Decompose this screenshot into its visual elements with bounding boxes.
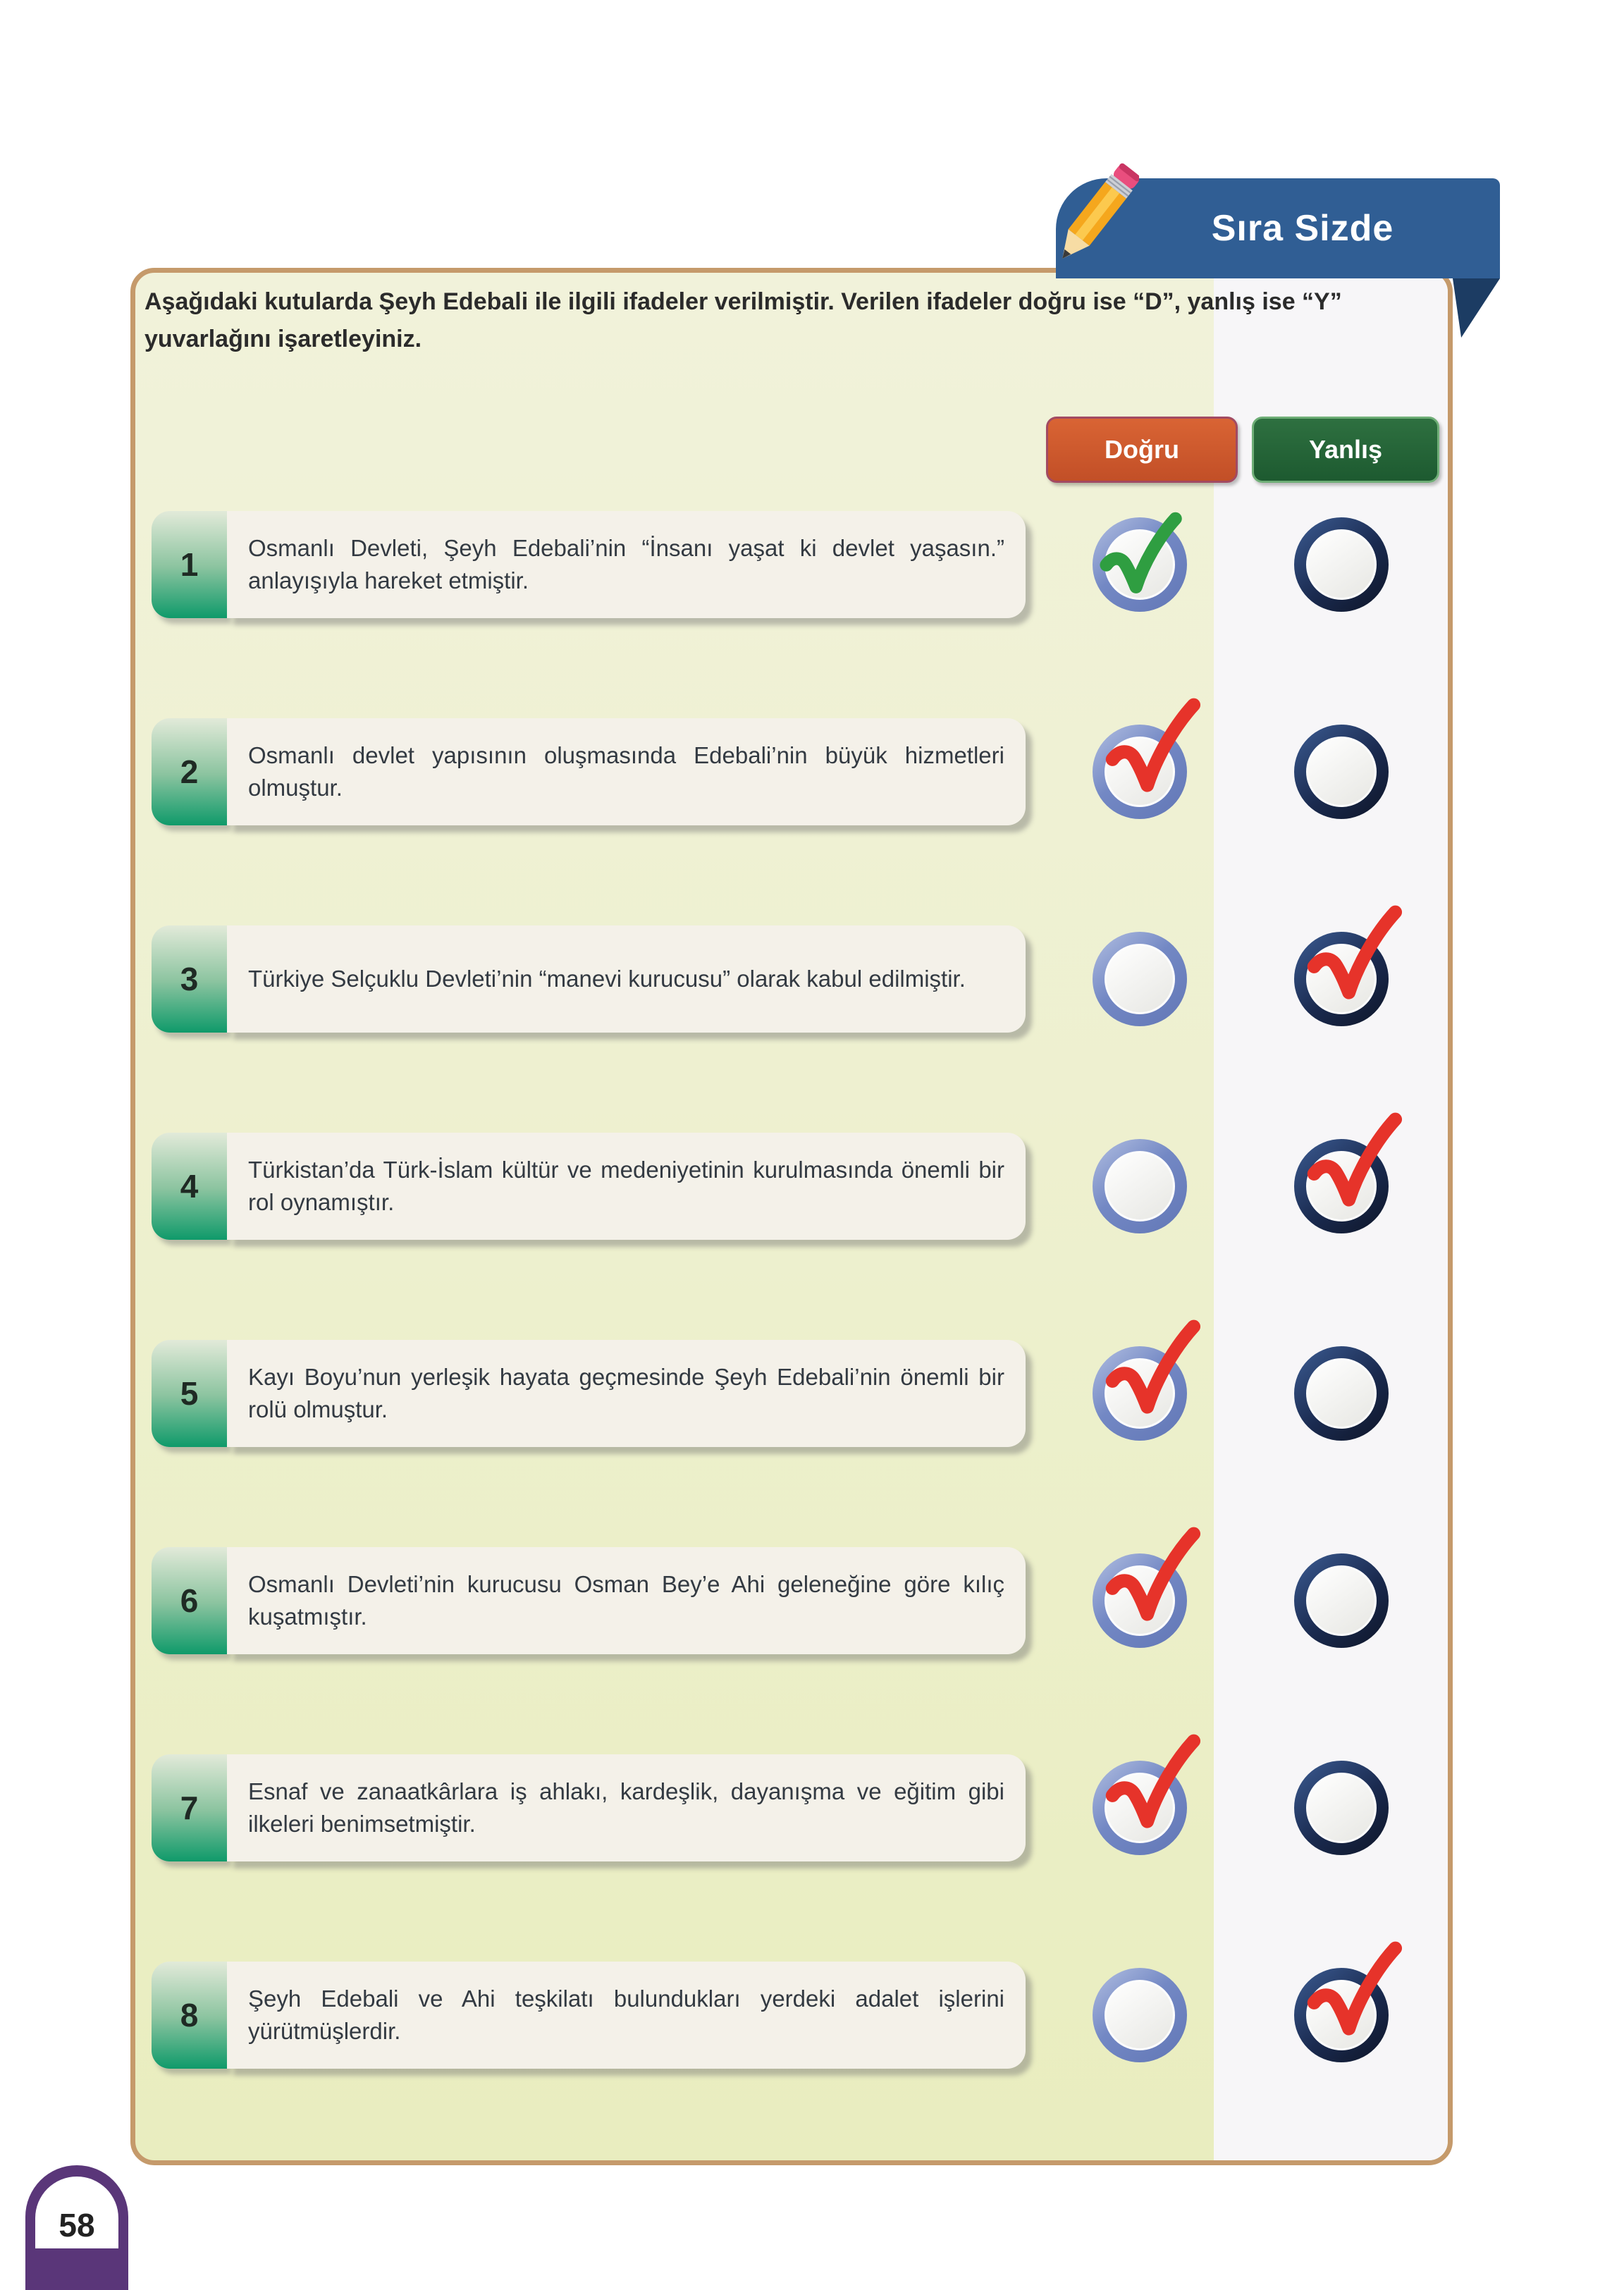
statement-row-2 <box>152 718 1392 825</box>
dogru-circle[interactable] <box>1093 517 1187 612</box>
circle-face <box>1306 529 1377 600</box>
yanlis-circle[interactable] <box>1294 517 1389 612</box>
circle-face <box>1306 737 1377 807</box>
statement-card <box>227 1962 1026 2069</box>
check-mark-icon <box>1098 1524 1205 1640</box>
row-number: 8 <box>152 1962 227 2069</box>
dogru-circle[interactable] <box>1093 1346 1187 1441</box>
dogru-circle[interactable] <box>1093 1553 1187 1648</box>
dogru-column-header <box>1046 417 1238 483</box>
statement-row-8 <box>152 1962 1392 2069</box>
yanlis-column-header <box>1252 417 1439 483</box>
section-title: Sıra Sizde <box>1211 208 1394 249</box>
statement-text: Türkistan’da Türk-İslam kültür ve medeniyetinin kurulmasında önemli bir rol oynamıştır. <box>248 1156 1004 1215</box>
banner-fold-corner <box>1453 278 1500 338</box>
yanlis-circle[interactable] <box>1294 1761 1389 1855</box>
yanlis-circle[interactable] <box>1294 1553 1389 1648</box>
circle-face <box>1306 1358 1377 1429</box>
statement-card <box>227 1133 1026 1240</box>
row-number: 3 <box>152 925 227 1033</box>
yanlis-circle[interactable] <box>1294 725 1389 819</box>
yanlis-circle[interactable] <box>1294 932 1389 1026</box>
check-mark-icon <box>1094 510 1186 609</box>
check-mark-icon <box>1300 1109 1407 1226</box>
circle-face <box>1105 1980 1175 2050</box>
circle-face <box>1306 1565 1377 1636</box>
row-number: 7 <box>152 1754 227 1861</box>
statement-card <box>227 1340 1026 1447</box>
page-number-badge <box>25 2165 128 2290</box>
statement-text: Esnaf ve zanaatkârlara iş ahlakı, kardeşlik, dayanışma ve eğitim gibi ilkeleri benimsetmiştir. <box>248 1778 1004 1837</box>
page-number: 58 <box>35 2177 118 2248</box>
instruction-text: Aşağıdaki kutularda Şeyh Edebali ile ilgili ifadeler verilmiştir. Verilen ifadeler doğru ise “D”, yanlış ise “Y” yuvarlağını işaretleyiniz. <box>144 288 1342 352</box>
row-number: 1 <box>152 511 227 618</box>
dogru-circle[interactable] <box>1093 1968 1187 2062</box>
statement-row-6 <box>152 1547 1392 1654</box>
row-number: 4 <box>152 1133 227 1240</box>
check-mark-icon <box>1098 1317 1205 1433</box>
statement-card <box>227 1754 1026 1861</box>
check-mark-icon <box>1300 902 1407 1018</box>
yanlis-circle[interactable] <box>1294 1139 1389 1233</box>
yanlis-circle[interactable] <box>1294 1968 1389 2062</box>
dogru-circle[interactable] <box>1093 1139 1187 1233</box>
statement-card <box>227 718 1026 825</box>
statement-card <box>227 1547 1026 1654</box>
statement-text: Osmanlı Devleti’nin kurucusu Osman Bey’e Ahi geleneğine göre kılıç kuşatmıştır. <box>248 1570 1004 1630</box>
circle-face <box>1306 1773 1377 1843</box>
statement-card <box>227 925 1026 1033</box>
check-mark-icon <box>1098 1731 1205 1847</box>
pencil-icon <box>1052 149 1139 283</box>
dogru-circle[interactable] <box>1093 1761 1187 1855</box>
statement-text: Osmanlı devlet yapısının oluşmasında Edebali’nin büyük hizmetleri olmuştur. <box>248 741 1004 801</box>
statement-row-7 <box>152 1754 1392 1861</box>
check-mark-icon <box>1098 695 1205 811</box>
statement-card <box>227 511 1026 618</box>
statement-row-3 <box>152 925 1392 1033</box>
statement-row-5 <box>152 1340 1392 1447</box>
statement-text: Şeyh Edebali ve Ahi teşkilatı bulundukları yerdeki adalet işlerini yürütmüşlerdir. <box>248 1985 1004 2044</box>
statement-text: Osmanlı Devleti, Şeyh Edebali’nin “İnsanı yaşat ki devlet yaşasın.” anlayışıyla hareket etmiştir. <box>248 534 1004 593</box>
yanlis-circle[interactable] <box>1294 1346 1389 1441</box>
dogru-label: Doğru <box>1105 435 1179 464</box>
statement-text: Türkiye Selçuklu Devleti’nin “manevi kurucusu” olarak kabul edilmiştir. <box>248 965 966 992</box>
circle-face <box>1105 944 1175 1014</box>
dogru-circle[interactable] <box>1093 932 1187 1026</box>
check-mark-icon <box>1300 1938 1407 2055</box>
row-number: 6 <box>152 1547 227 1654</box>
dogru-circle[interactable] <box>1093 725 1187 819</box>
row-number: 2 <box>152 718 227 825</box>
circle-face <box>1105 1151 1175 1221</box>
statement-text: Kayı Boyu’nun yerleşik hayata geçmesinde Şeyh Edebali’nin önemli bir rolü olmuştur. <box>248 1363 1004 1422</box>
yanlis-label: Yanlış <box>1308 435 1383 464</box>
statement-row-4 <box>152 1133 1392 1240</box>
row-number: 5 <box>152 1340 227 1447</box>
statement-row-1 <box>152 511 1392 618</box>
